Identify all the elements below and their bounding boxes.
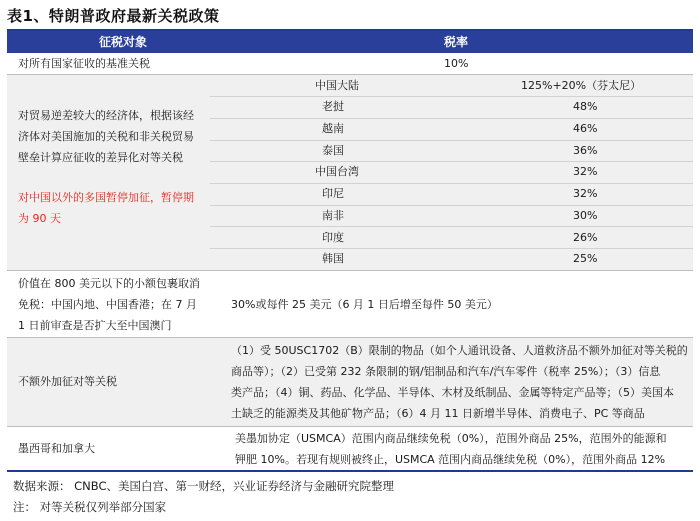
subrow-divider [210, 161, 693, 162]
country-name: 印度 [322, 231, 344, 244]
exempt-line: 土缺乏的能源类及其他矿物产品；（6）4 月 11 日新增半导体、消费电子、PC 等商品 [231, 407, 645, 420]
baseline-label: 对所有国家征收的基准关税 [18, 57, 150, 70]
country-rate: 26% [573, 231, 598, 244]
mexcan-label: 墨西哥和加拿大 [18, 442, 95, 455]
row-mexico-canada [7, 427, 693, 470]
de-minimis-label-line: 价值在 800 美元以下的小额包裹取消 [18, 277, 200, 290]
reciprocal-red-line: 对中国以外的多国暂停加征，暂停期 [18, 191, 194, 204]
exempt-line: （1）受 50USC1702（B）限制的物品（如个人通讯设备、人道救济品不额外加征对等关税的 [231, 344, 688, 357]
subrow-divider [210, 183, 693, 184]
reciprocal-label-line: 济体对美国施加的关税和非关税贸易 [18, 130, 194, 143]
de-minimis-rate: 30%或每件 25 美元（6 月 1 日后增至每件 50 美元） [231, 298, 498, 311]
row-exempt [7, 338, 693, 426]
mexcan-line: 钾肥 10%。若现有规则被终止，USMCA 范围内商品继续免税（0%），范围外商品 12% [235, 453, 666, 466]
country-rate: 125%+20%（芬太尼） [521, 79, 642, 92]
table-header [7, 31, 693, 53]
country-rate: 30% [573, 209, 598, 222]
de-minimis-label-line: 1 日前审查是否扩大至中国澳门 [18, 319, 172, 332]
subrow-divider [210, 96, 693, 97]
exempt-line: 商品等）；（2）已受第 232 条限制的钢/铝制品和汽车/汽车零件（税率 25%）；（3）信息 [231, 365, 661, 378]
country-rate: 32% [573, 165, 598, 178]
row-reciprocal [7, 75, 693, 270]
baseline-rate: 10% [444, 57, 469, 70]
source-note: 数据来源： CNBC、美国白宫、第一财经，兴业证券经济与金融研究院整理 [13, 479, 395, 493]
exempt-label: 不额外加征对等关税 [18, 375, 117, 388]
country-name: 越南 [322, 122, 344, 135]
table-bottom-rule [7, 470, 693, 472]
subrow-divider [210, 205, 693, 206]
country-rate: 25% [573, 252, 598, 265]
reciprocal-label-line: 对贸易逆差较大的经济体，根据该经 [18, 109, 194, 122]
country-name: 南非 [322, 209, 344, 222]
country-name: 老挝 [322, 100, 344, 113]
country-name: 泰国 [322, 144, 344, 157]
de-minimis-label-line: 免税：中国内地、中国香港；在 7 月 [18, 298, 197, 311]
reciprocal-label-line: 壁垒计算应征收的差异化对等关税 [18, 151, 183, 164]
mexcan-line: 美墨加协定（USMCA）范围内商品继续免税（0%），范围外商品 25%，范围外的能源和 [235, 432, 667, 445]
subrow-divider [210, 118, 693, 119]
country-name: 中国台湾 [315, 165, 359, 178]
row-baseline [7, 53, 693, 74]
subrow-divider [210, 140, 693, 141]
header-target: 征税对象 [99, 35, 148, 49]
country-rate: 48% [573, 100, 598, 113]
country-rate: 46% [573, 122, 598, 135]
exempt-line: 类产品；（4）铜、药品、化学品、半导体、木材及纸制品、金属等特定产品等；（5）美国本 [231, 386, 674, 399]
table-title: 表1、特朗普政府最新关税政策 [7, 7, 220, 25]
country-rate: 32% [573, 187, 598, 200]
footnote: 注： 对等关税仅列举部分国家 [13, 500, 167, 514]
country-name: 韩国 [322, 252, 344, 265]
header-rate: 税率 [444, 35, 469, 49]
country-name: 中国大陆 [315, 79, 359, 92]
reciprocal-red-line: 为 90 天 [18, 212, 61, 225]
country-name: 印尼 [322, 187, 344, 200]
subrow-divider [210, 248, 693, 249]
row-de-minimis [7, 271, 693, 337]
country-rate: 36% [573, 144, 598, 157]
subrow-divider [210, 226, 693, 227]
